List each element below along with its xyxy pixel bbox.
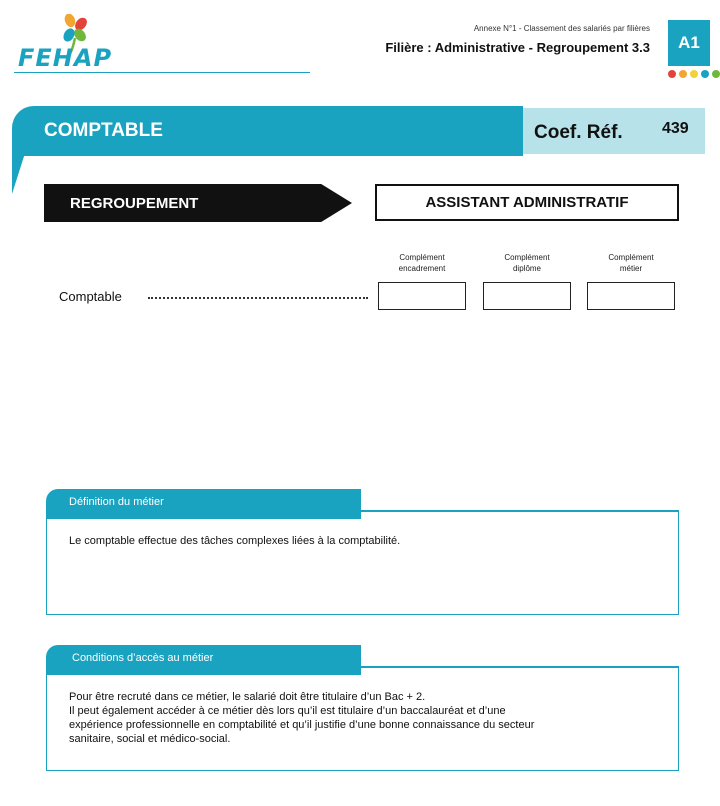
coef-value: 439 xyxy=(662,120,689,137)
conditions-line: Pour être recruté dans ce métier, le salarié doit être titulaire d’un Bac + 2. xyxy=(69,691,426,703)
conditions-text xyxy=(69,690,659,746)
banner-tail xyxy=(12,150,26,194)
complement-metier-box xyxy=(587,282,675,310)
color-dots xyxy=(668,70,720,78)
complement-line2: encadrement xyxy=(398,264,446,273)
dot-orange xyxy=(679,70,687,78)
conditions-box-top xyxy=(361,666,679,668)
dot-yellow xyxy=(690,70,698,78)
dot-red xyxy=(668,70,676,78)
definition-text: Le comptable effectue des tâches complexes liées à la comptabilité. xyxy=(69,535,401,547)
definition-box xyxy=(46,511,679,615)
conditions-line: expérience professionnelle en comptabilité et qu’il justifie d’une bonne connaissance du secteur xyxy=(69,719,535,731)
complement-diplome-box xyxy=(483,282,571,310)
conditions-line: sanitaire, social et médico-social. xyxy=(69,733,231,745)
definition-box-top xyxy=(361,510,679,512)
dot-blue xyxy=(701,70,709,78)
complement-line2: métier xyxy=(619,264,643,273)
coef-label: Coef. Réf. xyxy=(534,122,623,143)
regroupement-label: REGROUPEMENT xyxy=(70,195,199,212)
complement-line1: Complément xyxy=(608,253,654,262)
header-rule xyxy=(14,72,310,73)
dot-green xyxy=(712,70,720,78)
complement-diplome-header xyxy=(483,252,571,274)
section-badge: A1 xyxy=(668,20,710,66)
conditions-title: Conditions d’accès au métier xyxy=(72,652,214,664)
complement-line2: diplôme xyxy=(512,264,541,273)
complement-metier-header xyxy=(587,252,675,274)
dotted-leader xyxy=(148,297,368,299)
job-line-label: Comptable xyxy=(59,289,122,304)
annexe-caption: Annexe N°1 - Classement des salariés par filières xyxy=(473,24,650,33)
complement-line1: Complément xyxy=(399,253,445,262)
regroupement-value: ASSISTANT ADMINISTRATIF xyxy=(375,184,679,221)
complement-line1: Complément xyxy=(504,253,550,262)
conditions-line: Il peut également accéder à ce métier dès lors qu’il est titulaire d’un baccalauréat et d’une xyxy=(69,705,506,717)
job-title: COMPTABLE xyxy=(44,120,163,141)
filiere-title: Filière : Administrative - Regroupement 3.3 xyxy=(385,40,650,55)
complement-encadrement-header xyxy=(378,252,466,274)
definition-title: Définition du métier xyxy=(69,496,164,508)
logo-wordmark: FEHAP xyxy=(18,44,113,72)
complement-encadrement-box xyxy=(378,282,466,310)
